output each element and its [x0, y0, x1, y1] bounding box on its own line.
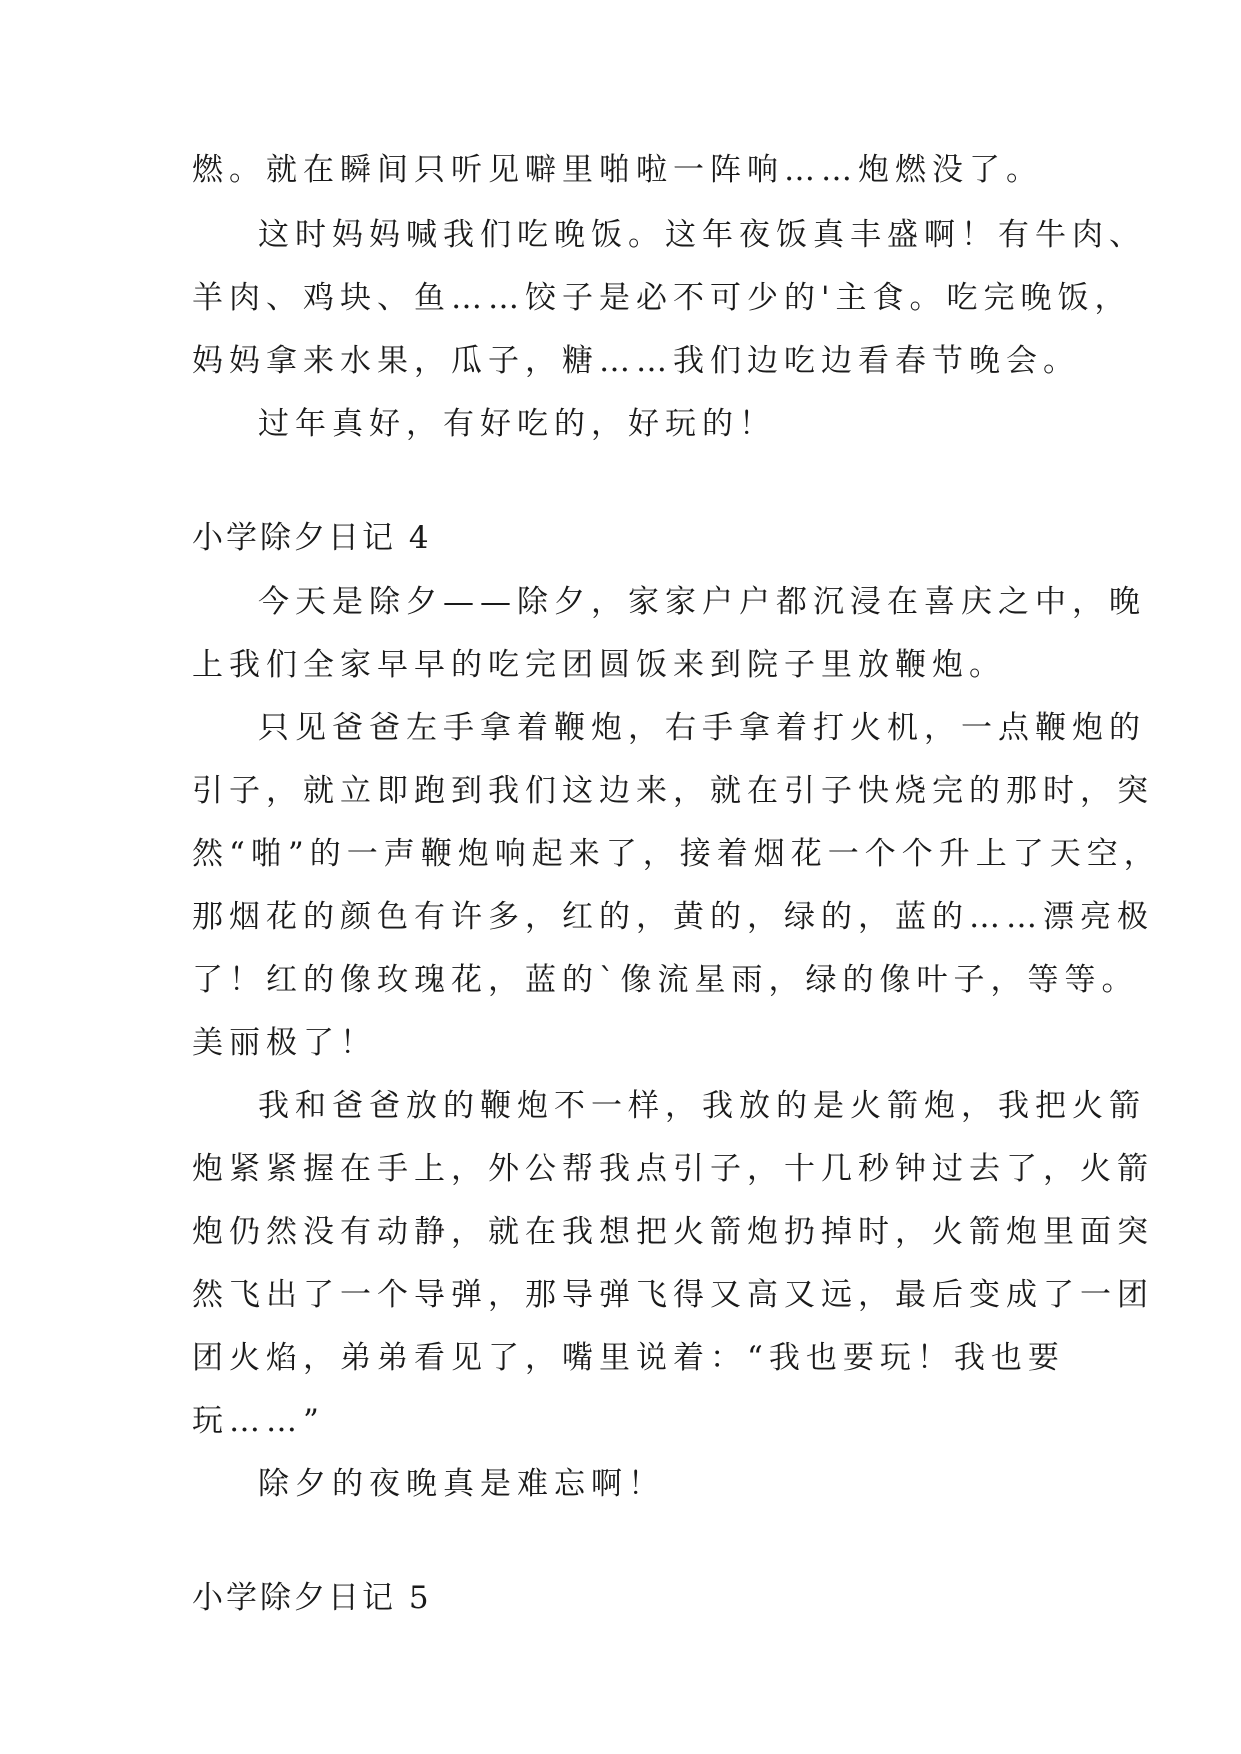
- paragraph-line: 我和爸爸放的鞭炮不一样，我放的是火箭炮，我把火箭: [258, 1088, 1146, 1124]
- section-heading: 小学除夕日记 5: [192, 1580, 432, 1616]
- paragraph-line: 羊肉、鸡块、鱼……饺子是必不可少的'主食。吃完晚饭，: [192, 280, 1132, 316]
- paragraph-line: 炮仍然没有动静，就在我想把火箭炮扔掉时，火箭炮里面突: [192, 1214, 1154, 1250]
- paragraph-line: 过年真好，有好吃的，好玩的！: [258, 406, 776, 442]
- paragraph-line: 炮紧紧握在手上，外公帮我点引子，十几秒钟过去了，火箭: [192, 1151, 1154, 1187]
- paragraph-line: 这时妈妈喊我们吃晚饭。这年夜饭真丰盛啊！有牛肉、: [258, 217, 1146, 253]
- paragraph-line: 玩……”: [192, 1403, 325, 1439]
- paragraph-line: 引子，就立即跑到我们这边来，就在引子快烧完的那时，突: [192, 773, 1154, 809]
- paragraph-line: 团火焰，弟弟看见了，嘴里说着：“我也要玩！我也要: [192, 1340, 1065, 1376]
- paragraph-line: 那烟花的颜色有许多，红的，黄的，绿的，蓝的……漂亮极: [192, 899, 1154, 935]
- paragraph-line: 然飞出了一个导弹，那导弹飞得又高又远，最后变成了一团: [192, 1277, 1154, 1313]
- paragraph-line: 燃。就在瞬间只听见噼里啪啦一阵响……炮燃没了。: [192, 152, 1043, 188]
- paragraph-line: 妈妈拿来水果，瓜子，糖……我们边吃边看春节晚会。: [192, 343, 1080, 379]
- paragraph-line: 然“啪”的一声鞭炮响起来了，接着烟花一个个升上了天空，: [192, 836, 1161, 872]
- section-heading: 小学除夕日记 4: [192, 520, 432, 556]
- paragraph-line: 除夕的夜晚真是难忘啊！: [258, 1466, 665, 1502]
- paragraph-line: 美丽极了！: [192, 1025, 377, 1061]
- paragraph-line: 上我们全家早早的吃完团圆饭来到院子里放鞭炮。: [192, 647, 1006, 683]
- paragraph-line: 只见爸爸左手拿着鞭炮，右手拿着打火机，一点鞭炮的: [258, 710, 1146, 746]
- paragraph-line: 了！红的像玫瑰花，蓝的`像流星雨，绿的像叶子，等等。: [192, 962, 1139, 998]
- paragraph-line: 今天是除夕——除夕，家家户户都沉浸在喜庆之中，晚: [258, 584, 1146, 620]
